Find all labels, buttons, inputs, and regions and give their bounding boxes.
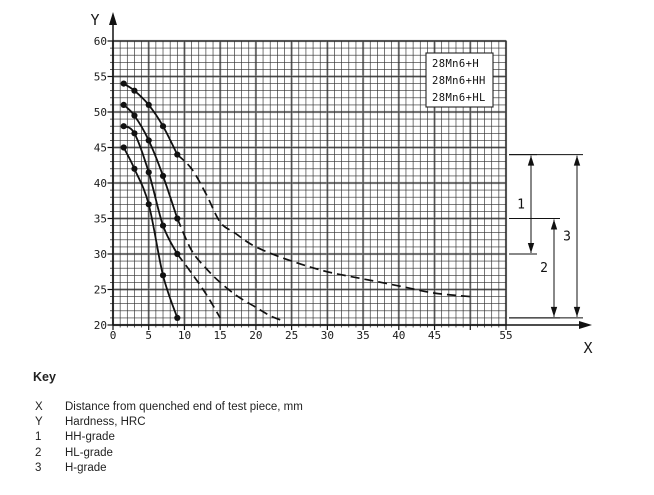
y-tick-label: 55 (93, 70, 107, 84)
dimension-label: 3 (563, 229, 571, 245)
key-section (0, 370, 654, 476)
data-point-marker (160, 223, 166, 229)
data-point-marker (131, 88, 137, 94)
data-point-marker (121, 102, 127, 108)
x-tick-label: 25 (285, 329, 299, 342)
y-axis-arrowhead (109, 12, 117, 25)
x-tick-label: 40 (392, 329, 406, 342)
data-point-marker (121, 123, 127, 129)
dimension-label: 1 (517, 197, 525, 213)
data-point-marker (174, 152, 180, 158)
x-tick-label: 15 (213, 329, 227, 342)
x-tick-label: 30 (320, 329, 334, 342)
y-tick-label: 20 (93, 319, 107, 332)
data-point-marker (131, 112, 137, 118)
key-symbol: X (35, 401, 43, 413)
key-row-2 (33, 446, 654, 461)
x-tick-label: 20 (249, 329, 263, 342)
dimension-label: 2 (540, 261, 548, 277)
dimension-2 (509, 219, 560, 318)
key-row-1 (33, 430, 654, 445)
y-tick-label: 40 (93, 177, 107, 190)
dimension-1 (509, 155, 537, 254)
y-tick-label: 35 (93, 212, 107, 226)
data-point-marker (121, 81, 127, 87)
x-tick-label: 45 (427, 329, 442, 342)
key-description: H-grade (65, 461, 107, 474)
y-tick-label: 30 (93, 248, 107, 261)
legend (426, 53, 493, 107)
data-point-marker (146, 137, 152, 143)
key-description: HL-grade (65, 446, 113, 459)
x-tick-label: 55 (499, 329, 513, 342)
key-row-y (33, 415, 654, 430)
key-symbol: 3 (35, 461, 42, 474)
data-point-marker (160, 272, 166, 278)
data-point-marker (131, 166, 137, 172)
dimension-arrowhead-top (528, 156, 534, 166)
data-point-marker (121, 144, 127, 150)
x-tick-label: 10 (177, 329, 192, 342)
x-axis-label: X (583, 339, 593, 357)
y-axis-label: Y (90, 11, 100, 29)
data-point-marker (174, 315, 180, 321)
data-point-marker (174, 215, 180, 221)
x-tick-label: 5 (145, 329, 153, 342)
key-row-x (33, 400, 654, 415)
x-tick-label: 35 (356, 329, 370, 342)
key-heading: Key (33, 370, 56, 384)
y-tick-label: 60 (93, 35, 107, 48)
data-point-marker (174, 251, 180, 257)
y-tick-label: 45 (93, 141, 107, 155)
grade-band-dimensions (509, 155, 583, 318)
y-tick-label: 50 (93, 106, 107, 119)
dimension-arrowhead-top (574, 156, 580, 166)
key-description: HH-grade (65, 431, 115, 444)
data-point-marker (160, 173, 166, 179)
data-point-marker (146, 102, 152, 108)
dimension-arrowhead-top (551, 220, 557, 230)
legend-entry: 28Mn6+HH (432, 75, 486, 87)
key-symbol: Y (35, 416, 43, 429)
legend-entry: 28Mn6+HL (432, 92, 486, 104)
legend-entry: 28Mn6+H (432, 58, 480, 70)
dimension-arrowhead-bottom (528, 243, 534, 253)
dimension-arrowhead-bottom (574, 307, 580, 317)
key-description: Distance from quenched end of test piece, mm (65, 401, 303, 413)
data-point-marker (160, 123, 166, 129)
curve-dashed-segment (177, 219, 284, 322)
key-row-3 (33, 461, 654, 476)
key-symbol: 2 (35, 446, 42, 459)
y-tick-label: 25 (93, 283, 107, 297)
data-point-marker (146, 201, 152, 207)
x-tick-label: 0 (109, 329, 117, 342)
key-description: Hardness, HRC (65, 416, 146, 429)
x-axis-arrowhead (579, 321, 592, 329)
key-symbol: 1 (35, 431, 42, 444)
data-point-marker (146, 169, 152, 175)
dimension-3 (509, 155, 583, 318)
data-point-marker (131, 130, 137, 136)
dimension-arrowhead-bottom (551, 307, 557, 317)
